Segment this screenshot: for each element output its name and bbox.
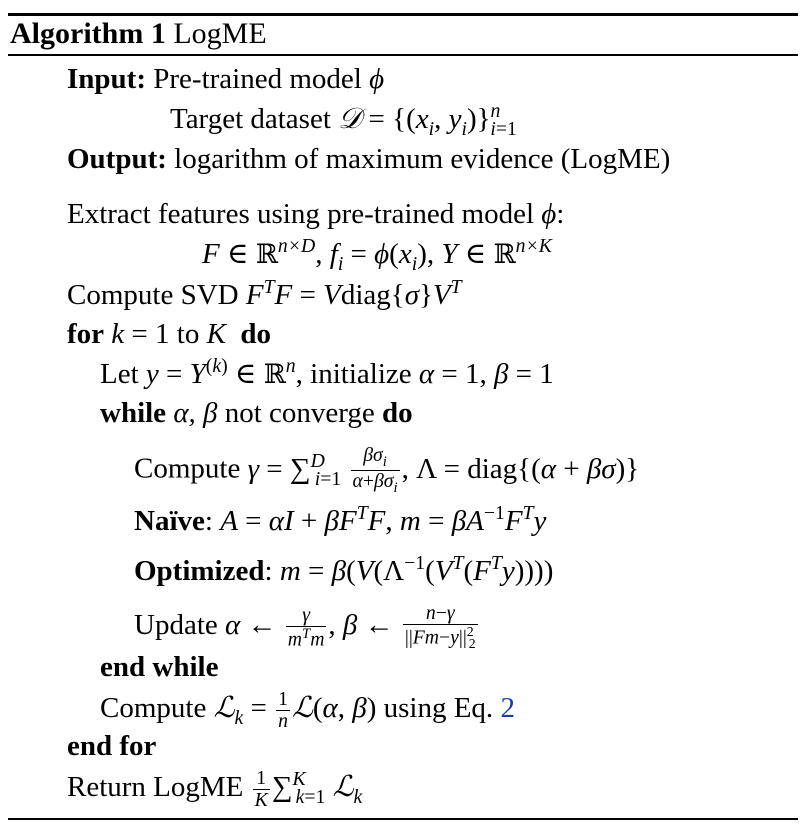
end-while-keyword: end while <box>100 651 219 683</box>
step-12-body <box>100 649 218 685</box>
step-13-text-b: using Eq. <box>383 692 494 724</box>
step-3-text: Extract features using pre-trained model <box>67 198 535 230</box>
do-keyword: do <box>382 397 413 429</box>
step-15-body <box>67 768 362 811</box>
math-K: K <box>206 318 226 350</box>
step-11-text: Update <box>134 609 218 641</box>
math-naive: $A = \alpha I + \beta F^TF$, $m = \beta A^{-1}F^Ty$ <box>220 502 547 537</box>
step-2-body <box>67 141 670 177</box>
math-alpha-beta: α, β <box>173 397 218 429</box>
step-13-body <box>100 689 515 732</box>
while-keyword: while <box>100 397 167 429</box>
step-9-body: Naïve: $A = \alpha I + \beta F^TF$, $m = \beta A^{-1}F^Ty$ <box>134 502 547 537</box>
math-phi: ϕ <box>369 63 385 95</box>
step-13-text-a: Compute <box>100 692 207 724</box>
for-keyword: for <box>67 318 105 350</box>
to-text: to <box>176 318 200 350</box>
math-update: α ← $\frac{\gamma}{m^Tm}$ , β ← $\frac{n-\gamma}{||Fm-y||^2_2}$ <box>225 602 476 652</box>
step-1b-body <box>170 100 517 140</box>
math-y-def: $y = Y^{(k)}$ ∈ ℝ$^n$ <box>145 355 296 390</box>
step-1b-text: Target dataset <box>170 103 331 135</box>
step-7-text: not converge <box>224 397 375 429</box>
optimized-keyword: Optimized <box>134 555 265 587</box>
naive-keyword: Naïve <box>134 505 205 537</box>
bottom-rule <box>8 818 798 820</box>
step-14-body <box>67 728 156 764</box>
input-keyword: Input: <box>67 63 146 95</box>
output-keyword: Output: <box>67 143 167 175</box>
step-1-text: Pre-trained model <box>153 63 362 95</box>
step-1-body <box>67 61 384 97</box>
step-15-text: Return LogME <box>67 771 244 803</box>
algorithm-title <box>10 13 267 55</box>
step-6-body <box>100 356 554 393</box>
math-optimized: $m = \beta(V(\Lambda^{-1}(V^T(F^Ty))))$ <box>279 552 554 587</box>
step-3-body: Extract features using pre-trained model ϕ: <box>67 198 565 230</box>
step-8-body <box>134 445 639 497</box>
step-6-text-a: Let <box>100 358 139 390</box>
step-4-text: Compute SVD <box>67 279 239 311</box>
step-5-body: for k = 1 to K do <box>67 318 272 350</box>
math-k: k <box>111 318 125 350</box>
equation-reference-link[interactable]: 2 <box>500 692 515 724</box>
math-logme: $\frac{1}{K}$ ∑$^K_{k=1}$ ℒ$_k$ <box>254 767 363 811</box>
math-phi: ϕ <box>541 198 557 230</box>
math-gamma: γ = ∑$^D_{i=1}$ $\frac{\beta\sigma_i}{\alpha+\beta\sigma_i}$ , Λ = diag{(α + βσ)} <box>247 444 640 497</box>
step-6-text-b: , initialize <box>295 358 412 390</box>
math-init: α = 1, β = 1 <box>418 358 554 390</box>
step-4-body <box>67 277 462 313</box>
end-for-keyword: end for <box>67 730 157 762</box>
math-dataset: 𝒟 = {($x_i$, $y_i)\}^n_{i=1}$ <box>338 100 517 140</box>
math-features: F ∈ ℝ$^{n\times D}$, $f_i = \phi(x_i)$, Y ∈ ℝ$^{n\times K}$ <box>202 235 552 275</box>
math-svd: $F^TF$ = $Vdiag\{\sigma\}V^T$ <box>245 276 462 311</box>
step-2-text: logarithm of maximum evidence (LogME) <box>174 143 671 175</box>
step-8-text: Compute <box>134 452 241 485</box>
step-7-body <box>100 395 413 431</box>
math-lk: ℒ$_k$ = $\frac{1}{n}$ ℒ(α, β) <box>213 688 377 732</box>
algorithm-label: Algorithm 1 <box>10 17 166 50</box>
step-10-body: Optimized: $m = \beta(V(\Lambda^{-1}(V^T(F^Ty))))$ <box>134 552 554 587</box>
title-rule <box>8 54 798 56</box>
step-11-body <box>134 603 480 652</box>
algorithm-name: LogME <box>173 17 267 50</box>
do-keyword: do <box>240 318 272 350</box>
